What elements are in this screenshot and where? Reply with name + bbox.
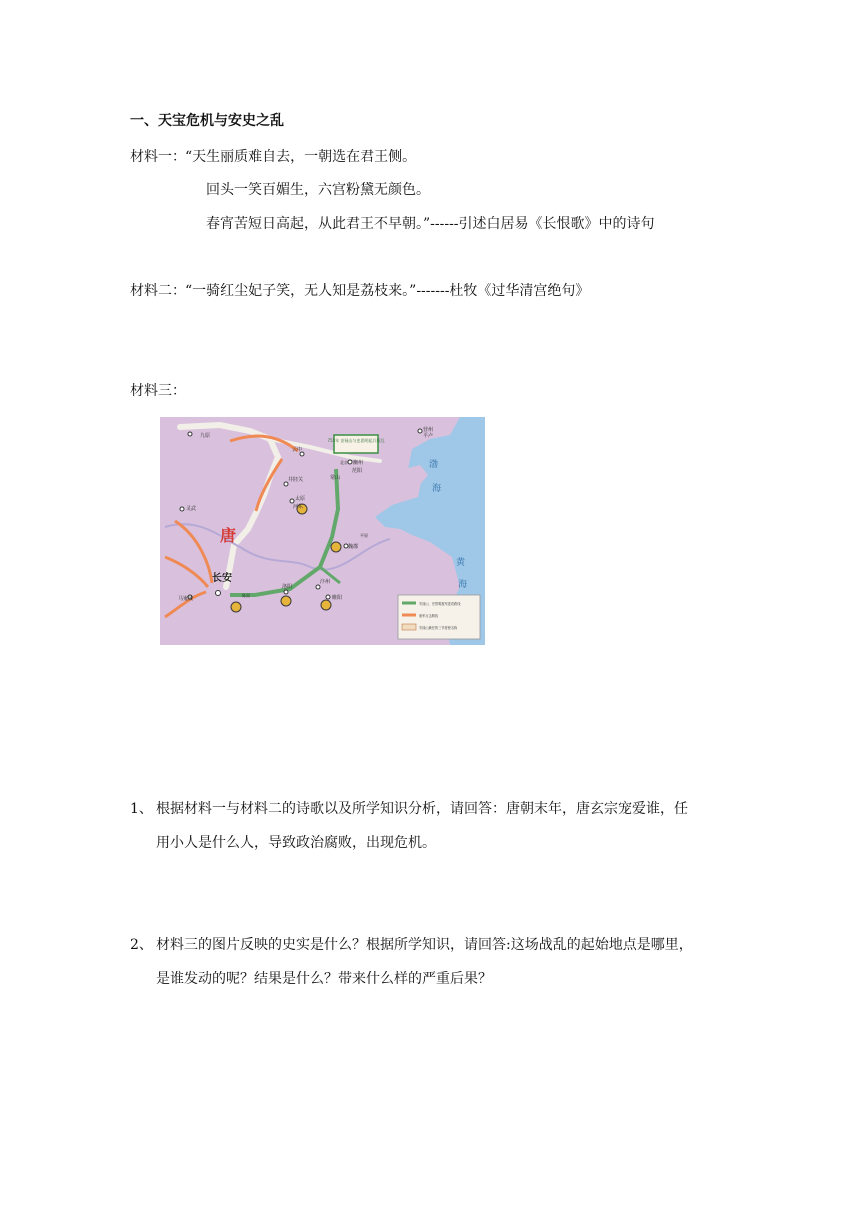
question1-number: 1、 bbox=[130, 801, 153, 817]
battle-icon bbox=[281, 596, 291, 606]
question1-line2: 用小人是什么人，导致政治腐败，出现危机。 bbox=[156, 835, 436, 851]
material2-label: 材料二： bbox=[130, 283, 186, 299]
map-place: 北京 bbox=[340, 460, 348, 465]
map-changan: 长安 bbox=[212, 573, 232, 584]
material1-line3: 春宵苦短日高起，从此君王不早朝。”------引述白居易《长恨歌》中的诗句 bbox=[206, 216, 655, 232]
material3-label: 材料三： bbox=[130, 383, 186, 399]
map-sea-label: 渤 bbox=[429, 460, 439, 470]
map-place: 陈留 bbox=[242, 593, 250, 598]
legend-item: 唐军反击路线 bbox=[419, 614, 439, 618]
map-place: 灵武 bbox=[186, 506, 197, 512]
map-sea-label: 海 bbox=[432, 484, 442, 494]
map-place: 河东 bbox=[293, 504, 304, 510]
material1-label: 材料一： bbox=[130, 149, 186, 165]
question2-line1: 材料三的图片反映的史实是什么？根据所学知识，请回答:这场战乱的起始地点是哪里， bbox=[156, 937, 693, 953]
map-place: 常山 bbox=[330, 475, 341, 481]
map-place: 马嵬坡 bbox=[178, 596, 194, 602]
map-place: 平卢 bbox=[423, 433, 434, 439]
map-place: 云中 bbox=[292, 447, 303, 453]
map-legend bbox=[398, 595, 480, 639]
map-place: 幽州 bbox=[353, 460, 364, 466]
map-place: 睢阳 bbox=[332, 595, 343, 601]
map-note: 755年 安禄山与史思明起兵叛乱 bbox=[327, 438, 385, 443]
map-place: 洛阳 bbox=[282, 584, 293, 590]
material1-line2: 回头一笑百媚生，六宫粉黛无颜色。 bbox=[206, 182, 430, 198]
question1-line1: 根据材料一与材料二的诗歌以及所学知识分析，请回答：唐朝末年，唐玄宗宠爱谁，任 bbox=[156, 801, 688, 817]
legend-item: 安禄山、史思明叛军进攻路线 bbox=[419, 602, 461, 606]
map-place: 范阳 bbox=[352, 468, 363, 474]
map-place: 井陉关 bbox=[288, 477, 304, 483]
map-sea-label: 黄 bbox=[456, 558, 466, 568]
battle-icon bbox=[321, 600, 331, 610]
material1-line1: “天生丽质难自去，一朝选在君王侧。 bbox=[185, 149, 417, 165]
section-title: 一、天宝危机与安史之乱 bbox=[130, 113, 284, 129]
an-shi-rebellion-map bbox=[160, 417, 485, 645]
legend-item: 安禄山兼任的三节度使名称 bbox=[419, 626, 458, 630]
map-place: 魏郡 bbox=[348, 544, 359, 550]
map-sea-label: 海 bbox=[458, 580, 468, 590]
map-place: 平原 bbox=[360, 533, 368, 538]
battle-icon bbox=[231, 602, 241, 612]
question2-line2: 是谁发动的呢？结果是什么？带来什么样的严重后果？ bbox=[156, 971, 492, 987]
question2-number: 2、 bbox=[130, 937, 153, 953]
battle-icon bbox=[331, 542, 341, 552]
map-place: 九原 bbox=[200, 433, 211, 439]
map-big-label: 唐 bbox=[220, 526, 237, 545]
material2-text: “一骑红尘妃子笑，无人知是荔枝来。”-------杜牧《过华清宫绝句》 bbox=[185, 283, 590, 299]
map-place: 太原 bbox=[295, 496, 306, 502]
map-place: 汴州 bbox=[320, 579, 331, 585]
map-place: 营州 bbox=[423, 427, 434, 433]
